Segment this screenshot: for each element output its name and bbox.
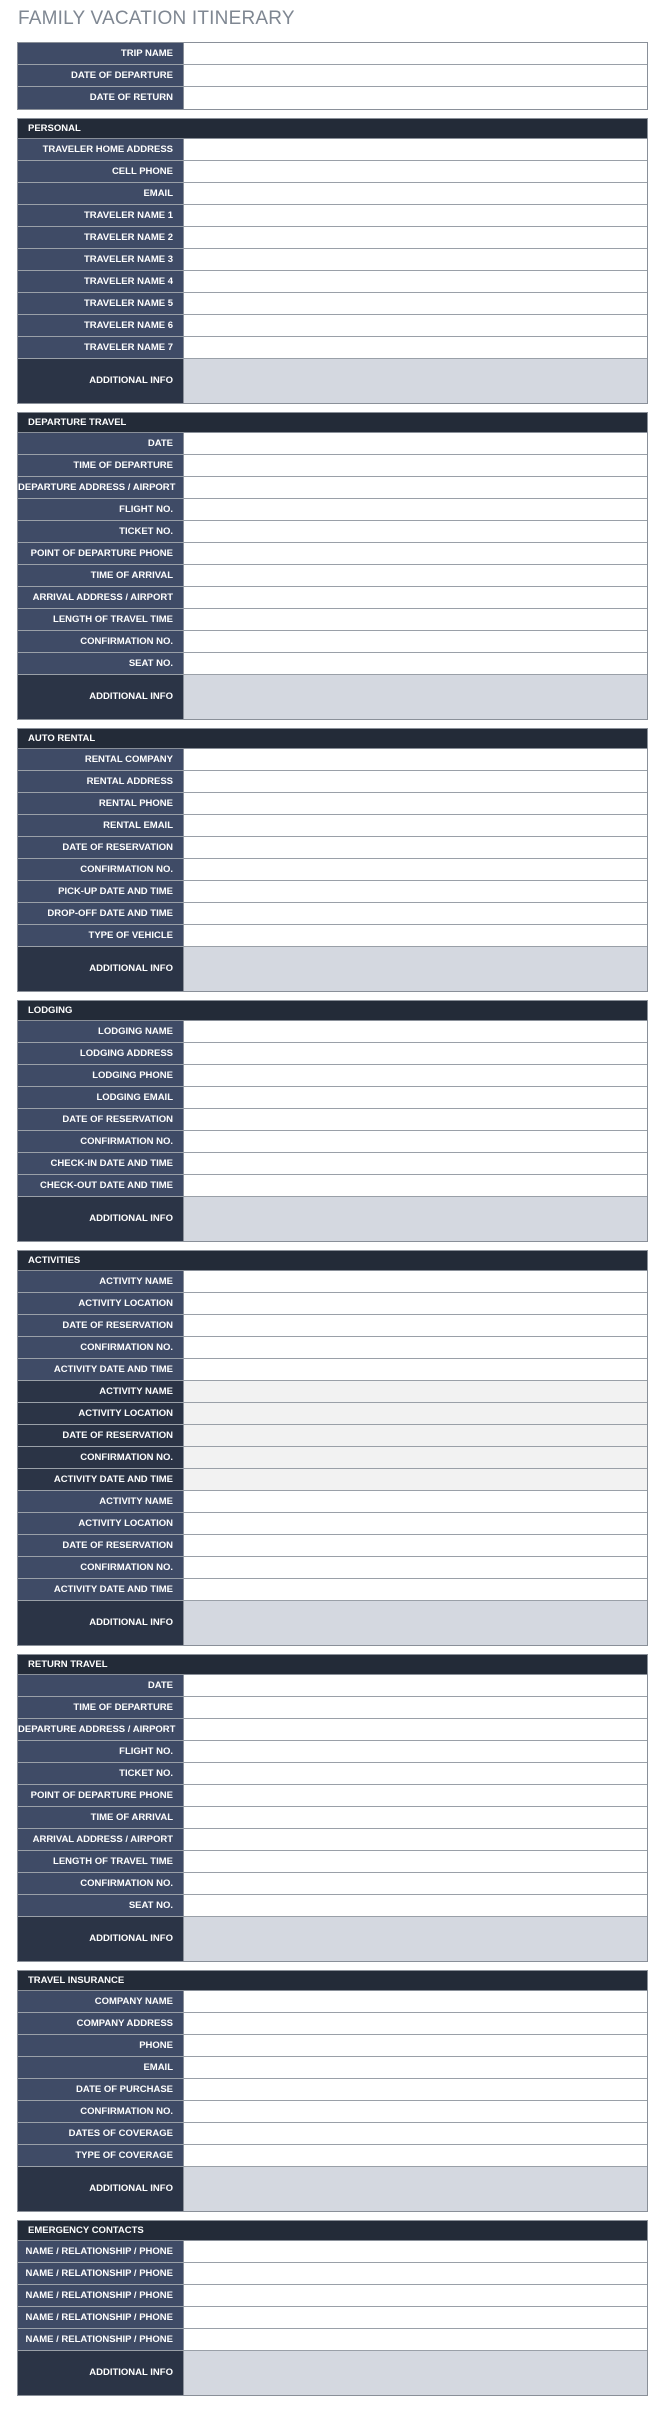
field-label: NAME / RELATIONSHIP / PHONE <box>18 2241 184 2262</box>
additional-info-field[interactable] <box>184 2167 647 2211</box>
table-row <box>18 455 647 477</box>
field-label: COMPANY NAME <box>18 1991 184 2012</box>
confirmation-no-field[interactable] <box>184 1337 647 1358</box>
confirmation-no-field[interactable] <box>184 859 647 880</box>
table-row <box>18 543 647 565</box>
pick-up-date-and-time-field[interactable] <box>184 881 647 902</box>
time-of-arrival-field[interactable] <box>184 1807 647 1828</box>
section-departure-travel <box>17 412 648 720</box>
field-label: ADDITIONAL INFO <box>18 947 184 991</box>
section-header: DEPARTURE TRAVEL <box>18 413 647 433</box>
check-in-date-and-time-field[interactable] <box>184 1153 647 1174</box>
field-label: CONFIRMATION NO. <box>18 1337 184 1358</box>
page-title: FAMILY VACATION ITINERARY <box>18 8 295 29</box>
time-of-departure-field[interactable] <box>184 455 647 476</box>
additional-info-field[interactable] <box>184 675 647 719</box>
table-row <box>18 1807 647 1829</box>
field-label: DATES OF COVERAGE <box>18 2123 184 2144</box>
section-header: PERSONAL <box>18 119 647 139</box>
field-label: DATE OF RETURN <box>18 87 184 109</box>
field-label: RENTAL EMAIL <box>18 815 184 836</box>
table-row <box>18 2101 647 2123</box>
table-row <box>18 1719 647 1741</box>
table-row <box>18 161 647 183</box>
additional-info-field[interactable] <box>184 1917 647 1961</box>
table-row <box>18 1337 647 1359</box>
rental-phone-field[interactable] <box>184 793 647 814</box>
table-row <box>18 837 647 859</box>
field-label: NAME / RELATIONSHIP / PHONE <box>18 2329 184 2350</box>
field-label: ACTIVITY LOCATION <box>18 1513 184 1534</box>
field-label: TIME OF ARRIVAL <box>18 565 184 586</box>
confirmation-no-field[interactable] <box>184 2101 647 2122</box>
field-label: ADDITIONAL INFO <box>18 1601 184 1645</box>
table-row <box>18 337 647 359</box>
field-label: TRAVELER NAME 5 <box>18 293 184 314</box>
field-label: TIME OF DEPARTURE <box>18 1697 184 1718</box>
table-row <box>18 2329 647 2351</box>
date-field[interactable] <box>184 1675 647 1696</box>
field-label: FLIGHT NO. <box>18 1741 184 1762</box>
table-row <box>18 1131 647 1153</box>
additional-info-row <box>18 359 647 403</box>
field-label: TIME OF ARRIVAL <box>18 1807 184 1828</box>
field-label: CONFIRMATION NO. <box>18 1131 184 1152</box>
table-row <box>18 2241 647 2263</box>
table-row <box>18 2057 647 2079</box>
field-label: CONFIRMATION NO. <box>18 859 184 880</box>
flight-no-field[interactable] <box>184 499 647 520</box>
rental-email-field[interactable] <box>184 815 647 836</box>
confirmation-no-field[interactable] <box>184 1557 647 1578</box>
section-header: LODGING <box>18 1001 647 1021</box>
table-row <box>18 183 647 205</box>
activity-location-field[interactable] <box>184 1513 647 1534</box>
lodging-email-field[interactable] <box>184 1087 647 1108</box>
field-label: DATE OF RESERVATION <box>18 1315 184 1336</box>
field-label: TRAVELER NAME 2 <box>18 227 184 248</box>
section-header: AUTO RENTAL <box>18 729 647 749</box>
table-row <box>18 1425 647 1447</box>
field-label: DATE OF RESERVATION <box>18 1425 184 1446</box>
activity-location-field[interactable] <box>184 1403 647 1424</box>
table-row <box>18 1873 647 1895</box>
trip-row <box>18 65 647 87</box>
field-label: TIME OF DEPARTURE <box>18 455 184 476</box>
field-label: POINT OF DEPARTURE PHONE <box>18 543 184 564</box>
drop-off-date-and-time-field[interactable] <box>184 903 647 924</box>
field-label: CONFIRMATION NO. <box>18 1873 184 1894</box>
date-of-reservation-field[interactable] <box>184 1315 647 1336</box>
field-label: ADDITIONAL INFO <box>18 2167 184 2211</box>
additional-info-field[interactable] <box>184 359 647 403</box>
trip-row <box>18 43 647 65</box>
name-relationship-phone-field[interactable] <box>184 2307 647 2328</box>
date-of-purchase-field[interactable] <box>184 2079 647 2100</box>
field-label: ACTIVITY LOCATION <box>18 1293 184 1314</box>
table-row <box>18 565 647 587</box>
field-label: DATE OF PURCHASE <box>18 2079 184 2100</box>
table-row <box>18 1763 647 1785</box>
table-row <box>18 1785 647 1807</box>
activity-name-field[interactable] <box>184 1491 647 1512</box>
field-label: LODGING PHONE <box>18 1065 184 1086</box>
table-row <box>18 1065 647 1087</box>
email-field[interactable] <box>184 183 647 204</box>
section-personal <box>17 118 648 404</box>
field-label: CELL PHONE <box>18 161 184 182</box>
traveler-name-1-field[interactable] <box>184 205 647 226</box>
phone-field[interactable] <box>184 2035 647 2056</box>
field-label: EMAIL <box>18 183 184 204</box>
field-label: CONFIRMATION NO. <box>18 631 184 652</box>
traveler-name-6-field[interactable] <box>184 315 647 336</box>
table-row <box>18 1315 647 1337</box>
table-row <box>18 1271 647 1293</box>
field-label: NAME / RELATIONSHIP / PHONE <box>18 2263 184 2284</box>
traveler-name-3-field[interactable] <box>184 249 647 270</box>
table-row <box>18 1851 647 1873</box>
field-label: TRAVELER NAME 3 <box>18 249 184 270</box>
table-row <box>18 1895 647 1917</box>
field-label: DATE OF RESERVATION <box>18 1535 184 1556</box>
confirmation-no-field[interactable] <box>184 1873 647 1894</box>
field-label: RENTAL ADDRESS <box>18 771 184 792</box>
trip-name-field[interactable] <box>184 43 647 64</box>
table-row <box>18 249 647 271</box>
table-row <box>18 653 647 675</box>
section-header: EMERGENCY CONTACTS <box>18 2221 647 2241</box>
table-row <box>18 2285 647 2307</box>
field-label: NAME / RELATIONSHIP / PHONE <box>18 2285 184 2306</box>
traveler-name-7-field[interactable] <box>184 337 647 358</box>
section-header: ACTIVITIES <box>18 1251 647 1271</box>
length-of-travel-time-field[interactable] <box>184 609 647 630</box>
table-row <box>18 227 647 249</box>
date-field[interactable] <box>184 433 647 454</box>
lodging-name-field[interactable] <box>184 1021 647 1042</box>
additional-info-row <box>18 1601 647 1645</box>
table-row <box>18 1991 647 2013</box>
table-row <box>18 1403 647 1425</box>
traveler-home-address-field[interactable] <box>184 139 647 160</box>
field-label: LENGTH OF TRAVEL TIME <box>18 1851 184 1872</box>
arrival-address-airport-field[interactable] <box>184 587 647 608</box>
table-row <box>18 2035 647 2057</box>
table-row <box>18 1513 647 1535</box>
additional-info-field[interactable] <box>184 1197 647 1241</box>
rental-address-field[interactable] <box>184 771 647 792</box>
traveler-name-5-field[interactable] <box>184 293 647 314</box>
table-row <box>18 1043 647 1065</box>
table-row <box>18 2013 647 2035</box>
table-row <box>18 631 647 653</box>
field-label: RENTAL COMPANY <box>18 749 184 770</box>
table-row <box>18 499 647 521</box>
seat-no-field[interactable] <box>184 1895 647 1916</box>
table-row <box>18 903 647 925</box>
seat-no-field[interactable] <box>184 653 647 674</box>
field-label: TYPE OF COVERAGE <box>18 2145 184 2166</box>
table-row <box>18 2145 647 2167</box>
confirmation-no-field[interactable] <box>184 631 647 652</box>
additional-info-row <box>18 1917 647 1961</box>
table-row <box>18 477 647 499</box>
activity-name-field[interactable] <box>184 1271 647 1292</box>
table-row <box>18 293 647 315</box>
table-row <box>18 2307 647 2329</box>
table-row <box>18 1021 647 1043</box>
field-label: FLIGHT NO. <box>18 499 184 520</box>
field-label: DEPARTURE ADDRESS / AIRPORT <box>18 1719 184 1740</box>
table-row <box>18 609 647 631</box>
field-label: DEPARTURE ADDRESS / AIRPORT <box>18 477 184 498</box>
table-row <box>18 771 647 793</box>
field-label: LODGING ADDRESS <box>18 1043 184 1064</box>
table-row <box>18 1447 647 1469</box>
field-label: ACTIVITY NAME <box>18 1491 184 1512</box>
field-label: TICKET NO. <box>18 1763 184 1784</box>
table-row <box>18 205 647 227</box>
field-label: ARRIVAL ADDRESS / AIRPORT <box>18 587 184 608</box>
table-row <box>18 1293 647 1315</box>
field-label: ACTIVITY LOCATION <box>18 1403 184 1424</box>
arrival-address-airport-field[interactable] <box>184 1829 647 1850</box>
type-of-vehicle-field[interactable] <box>184 925 647 946</box>
confirmation-no-field[interactable] <box>184 1447 647 1468</box>
field-label: DROP-OFF DATE AND TIME <box>18 903 184 924</box>
field-label: TRAVELER HOME ADDRESS <box>18 139 184 160</box>
additional-info-row <box>18 1197 647 1241</box>
activity-date-and-time-field[interactable] <box>184 1469 647 1490</box>
field-label: PICK-UP DATE AND TIME <box>18 881 184 902</box>
date-of-reservation-field[interactable] <box>184 837 647 858</box>
table-row <box>18 1697 647 1719</box>
flight-no-field[interactable] <box>184 1741 647 1762</box>
section-travel-insurance <box>17 1970 648 2212</box>
additional-info-row <box>18 675 647 719</box>
table-row <box>18 315 647 337</box>
departure-address-airport-field[interactable] <box>184 1719 647 1740</box>
field-label: ACTIVITY DATE AND TIME <box>18 1579 184 1600</box>
field-label: LENGTH OF TRAVEL TIME <box>18 609 184 630</box>
time-of-departure-field[interactable] <box>184 1697 647 1718</box>
section-header: RETURN TRAVEL <box>18 1655 647 1675</box>
table-row <box>18 521 647 543</box>
check-out-date-and-time-field[interactable] <box>184 1175 647 1196</box>
table-row <box>18 749 647 771</box>
field-label: CHECK-OUT DATE AND TIME <box>18 1175 184 1196</box>
field-label: COMPANY ADDRESS <box>18 2013 184 2034</box>
departure-address-airport-field[interactable] <box>184 477 647 498</box>
field-label: ADDITIONAL INFO <box>18 675 184 719</box>
field-label: DATE OF DEPARTURE <box>18 65 184 86</box>
point-of-departure-phone-field[interactable] <box>184 1785 647 1806</box>
point-of-departure-phone-field[interactable] <box>184 543 647 564</box>
table-row <box>18 1359 647 1381</box>
activity-name-field[interactable] <box>184 1381 647 1402</box>
field-label: CONFIRMATION NO. <box>18 1557 184 1578</box>
table-row <box>18 1535 647 1557</box>
field-label: ADDITIONAL INFO <box>18 1917 184 1961</box>
table-row <box>18 1741 647 1763</box>
dates-of-coverage-field[interactable] <box>184 2123 647 2144</box>
traveler-name-4-field[interactable] <box>184 271 647 292</box>
table-row <box>18 881 647 903</box>
table-row <box>18 859 647 881</box>
table-row <box>18 1579 647 1601</box>
rental-company-field[interactable] <box>184 749 647 770</box>
name-relationship-phone-field[interactable] <box>184 2329 647 2350</box>
additional-info-row <box>18 2351 647 2395</box>
field-label: LODGING NAME <box>18 1021 184 1042</box>
time-of-arrival-field[interactable] <box>184 565 647 586</box>
table-row <box>18 1381 647 1403</box>
trip-row <box>18 87 647 109</box>
date-of-reservation-field[interactable] <box>184 1109 647 1130</box>
table-row <box>18 2123 647 2145</box>
length-of-travel-time-field[interactable] <box>184 1851 647 1872</box>
traveler-name-2-field[interactable] <box>184 227 647 248</box>
field-label: DATE OF RESERVATION <box>18 837 184 858</box>
date-of-return-field[interactable] <box>184 87 647 109</box>
table-row <box>18 587 647 609</box>
field-label: ACTIVITY NAME <box>18 1271 184 1292</box>
field-label: CONFIRMATION NO. <box>18 2101 184 2122</box>
name-relationship-phone-field[interactable] <box>184 2241 647 2262</box>
date-of-departure-field[interactable] <box>184 65 647 86</box>
field-label: CONFIRMATION NO. <box>18 1447 184 1468</box>
section-emergency-contacts <box>17 2220 648 2396</box>
field-label: TRAVELER NAME 6 <box>18 315 184 336</box>
confirmation-no-field[interactable] <box>184 1131 647 1152</box>
field-label: ADDITIONAL INFO <box>18 359 184 403</box>
field-label: TYPE OF VEHICLE <box>18 925 184 946</box>
field-label: DATE <box>18 433 184 454</box>
table-row <box>18 1175 647 1197</box>
field-label: ADDITIONAL INFO <box>18 1197 184 1241</box>
section-activities <box>17 1250 648 1646</box>
email-field[interactable] <box>184 2057 647 2078</box>
field-label: DATE <box>18 1675 184 1696</box>
field-label: DATE OF RESERVATION <box>18 1109 184 1130</box>
field-label: LODGING EMAIL <box>18 1087 184 1108</box>
section-lodging <box>17 1000 648 1242</box>
date-of-reservation-field[interactable] <box>184 1425 647 1446</box>
table-row <box>18 815 647 837</box>
company-address-field[interactable] <box>184 2013 647 2034</box>
table-row <box>18 1087 647 1109</box>
field-label: ADDITIONAL INFO <box>18 2351 184 2395</box>
activity-date-and-time-field[interactable] <box>184 1359 647 1380</box>
field-label: ACTIVITY DATE AND TIME <box>18 1359 184 1380</box>
table-row <box>18 1557 647 1579</box>
name-relationship-phone-field[interactable] <box>184 2263 647 2284</box>
additional-info-field[interactable] <box>184 947 647 991</box>
name-relationship-phone-field[interactable] <box>184 2285 647 2306</box>
section-header: TRAVEL INSURANCE <box>18 1971 647 1991</box>
section-auto-rental <box>17 728 648 992</box>
field-label: PHONE <box>18 2035 184 2056</box>
field-label: POINT OF DEPARTURE PHONE <box>18 1785 184 1806</box>
field-label: NAME / RELATIONSHIP / PHONE <box>18 2307 184 2328</box>
field-label: TRIP NAME <box>18 43 184 64</box>
type-of-coverage-field[interactable] <box>184 2145 647 2166</box>
activity-date-and-time-field[interactable] <box>184 1579 647 1600</box>
field-label: TICKET NO. <box>18 521 184 542</box>
field-label: EMAIL <box>18 2057 184 2078</box>
field-label: ACTIVITY NAME <box>18 1381 184 1402</box>
additional-info-field[interactable] <box>184 1601 647 1645</box>
company-name-field[interactable] <box>184 1991 647 2012</box>
date-of-reservation-field[interactable] <box>184 1535 647 1556</box>
field-label: SEAT NO. <box>18 1895 184 1916</box>
table-row <box>18 2263 647 2285</box>
trip-block <box>17 42 648 110</box>
additional-info-row <box>18 947 647 991</box>
field-label: TRAVELER NAME 1 <box>18 205 184 226</box>
table-row <box>18 1491 647 1513</box>
additional-info-field[interactable] <box>184 2351 647 2395</box>
activity-location-field[interactable] <box>184 1293 647 1314</box>
table-row <box>18 1109 647 1131</box>
field-label: SEAT NO. <box>18 653 184 674</box>
ticket-no-field[interactable] <box>184 521 647 542</box>
cell-phone-field[interactable] <box>184 161 647 182</box>
additional-info-row <box>18 2167 647 2211</box>
table-row <box>18 1153 647 1175</box>
section-return-travel <box>17 1654 648 1962</box>
field-label: ARRIVAL ADDRESS / AIRPORT <box>18 1829 184 1850</box>
table-row <box>18 2079 647 2101</box>
table-row <box>18 1675 647 1697</box>
table-row <box>18 925 647 947</box>
field-label: TRAVELER NAME 7 <box>18 337 184 358</box>
field-label: CHECK-IN DATE AND TIME <box>18 1153 184 1174</box>
table-row <box>18 271 647 293</box>
field-label: TRAVELER NAME 4 <box>18 271 184 292</box>
table-row <box>18 433 647 455</box>
table-row <box>18 139 647 161</box>
ticket-no-field[interactable] <box>184 1763 647 1784</box>
field-label: RENTAL PHONE <box>18 793 184 814</box>
table-row <box>18 1469 647 1491</box>
lodging-address-field[interactable] <box>184 1043 647 1064</box>
table-row <box>18 1829 647 1851</box>
lodging-phone-field[interactable] <box>184 1065 647 1086</box>
field-label: ACTIVITY DATE AND TIME <box>18 1469 184 1490</box>
table-row <box>18 793 647 815</box>
